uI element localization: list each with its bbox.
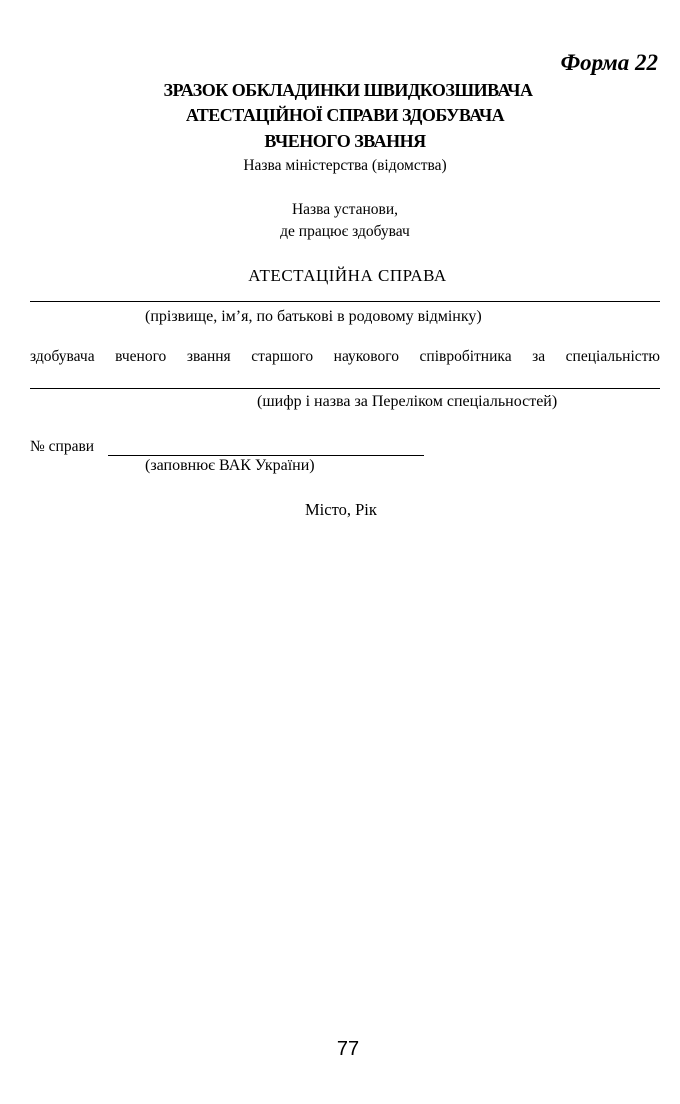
ministry-name: Назва міністерства (відомства) <box>243 157 447 174</box>
specialty-caption: (шифр і назва за Переліком спеціальностей) <box>257 393 558 410</box>
city-year: Місто, Рік <box>305 500 377 519</box>
title-line-1: ЗРАЗОК ОБКЛАДИНКИ ШВИДКОЗШИВАЧА <box>163 80 533 100</box>
candidate-text: здобувача вченого звання старшого наукового співробітника за спеціальністю <box>30 348 660 365</box>
institution-line-2: де працює здобувач <box>280 223 410 240</box>
form-label: Форма 22 <box>560 50 658 75</box>
case-number-caption: (заповнює ВАК України) <box>145 457 315 474</box>
institution-line-1: Назва установи, <box>291 201 399 218</box>
title-line-2: АТЕСТАЦІЙНОЇ СПРАВИ ЗДОБУВАЧА <box>185 105 505 125</box>
title-line-3: ВЧЕНОГО ЗВАННЯ <box>264 131 426 151</box>
specialty-fill-line <box>30 388 660 389</box>
name-fill-line <box>30 301 660 302</box>
name-caption: (прізвище, ім’я, по батькові в родовому відмінку) <box>145 308 482 325</box>
page-number: 77 <box>336 1038 360 1060</box>
case-number-label: № справи <box>30 438 95 455</box>
case-number-fill-line <box>108 455 424 456</box>
case-title: АТЕСТАЦІЙНА СПРАВА <box>248 266 447 285</box>
